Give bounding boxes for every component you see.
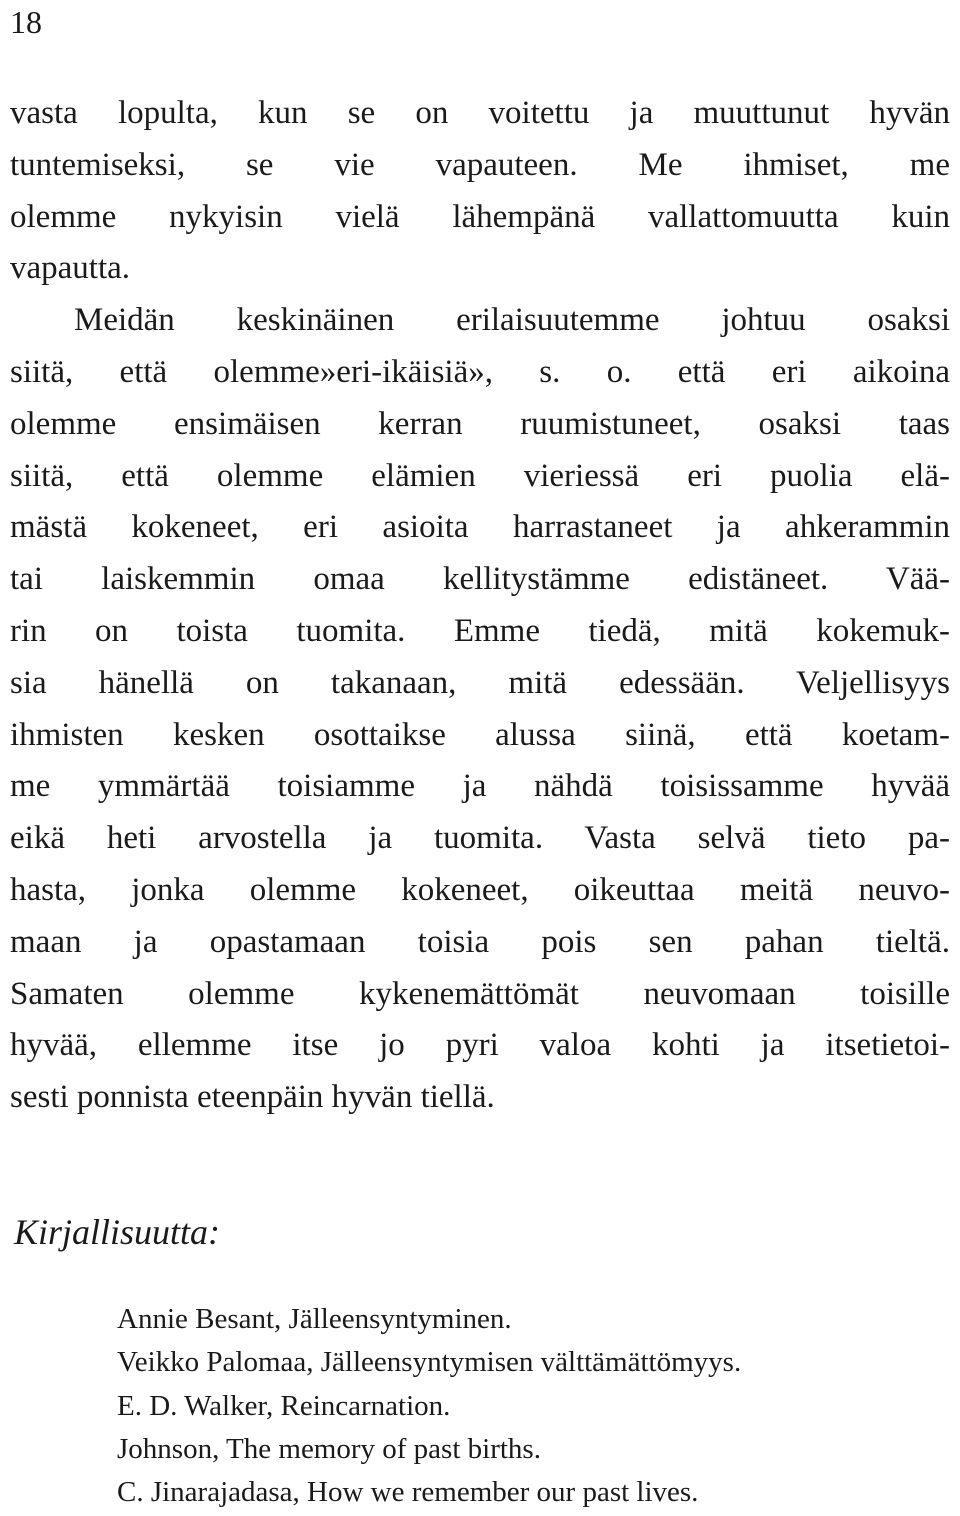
- text-line: vasta lopulta, kun se on voitettu ja muuttunut hyvän: [10, 95, 950, 131]
- text-line: me ymmärtää toisiamme ja nähdä toisissamme hyvää: [10, 768, 950, 805]
- text-line: Meidän keskinäinen erilaisuutemme johtuu osaksi: [74, 302, 950, 339]
- text-line: Samaten olemme kykenemättömät neuvomaan toisille: [10, 975, 950, 1012]
- text-line: sia hänellä on takanaan, mitä edessään. Veljellisyys: [10, 664, 950, 701]
- text-line: tuntemiseksi, se vie vapauteen. Me ihmiset, me: [10, 146, 950, 183]
- bibliography-item: C. Jinarajadasa, How we remember our past lives.: [117, 1476, 699, 1509]
- text-line: rin on toista tuomita. Emme tiedä, mitä kokemuk-: [10, 612, 950, 649]
- bibliography-item: Johnson, The memory of past births.: [117, 1432, 541, 1465]
- bibliography-item: E. D. Walker, Reincarnation.: [117, 1389, 451, 1422]
- bibliography-item: Annie Besant, Jälleensyntyminen.: [117, 1303, 512, 1335]
- text-line: eikä heti arvostella ja tuomita. Vasta selvä tieto pa-: [10, 820, 950, 857]
- text-line: vapautta.: [10, 250, 131, 287]
- bibliography-item: Veikko Palomaa, Jälleensyntymisen välttämättömyys.: [117, 1346, 742, 1379]
- text-line: mästä kokeneet, eri asioita harrastaneet ja ahkerammin: [10, 509, 950, 546]
- bibliography-list: [117, 1298, 741, 1514]
- text-line: hasta, jonka olemme kokeneet, oikeuttaa meitä neuvo-: [10, 871, 950, 908]
- bibliography-title: Kirjallisuutta:: [14, 1212, 221, 1252]
- text-line: tai laiskemmin omaa kellitystämme edistäneet. Vää-: [10, 561, 950, 598]
- text-line: olemme ensimäisen kerran ruumistuneet, osaksi taas: [10, 405, 950, 442]
- text-line: siitä, että olemme elämien vieriessä eri puolia elä-: [10, 457, 950, 494]
- text-line: sesti ponnista eteenpäin hyvän tiellä.: [10, 1079, 495, 1116]
- text-line: ihmisten kesken osottaikse alussa siinä, että koetam-: [10, 716, 950, 753]
- text-line: siitä, että olemme»eri-ikäisiä», s. o. että eri aikoina: [10, 353, 950, 390]
- body-text: [10, 88, 950, 1124]
- text-line: olemme nykyisin vielä lähempänä vallattomuutta kuin: [10, 198, 950, 235]
- page-number: 18: [10, 4, 42, 40]
- text-line: maan ja opastamaan toisia pois sen pahan tieltä.: [10, 923, 950, 960]
- text-line: hyvää, ellemme itse jo pyri valoa kohti ja itsetietoi-: [10, 1027, 950, 1064]
